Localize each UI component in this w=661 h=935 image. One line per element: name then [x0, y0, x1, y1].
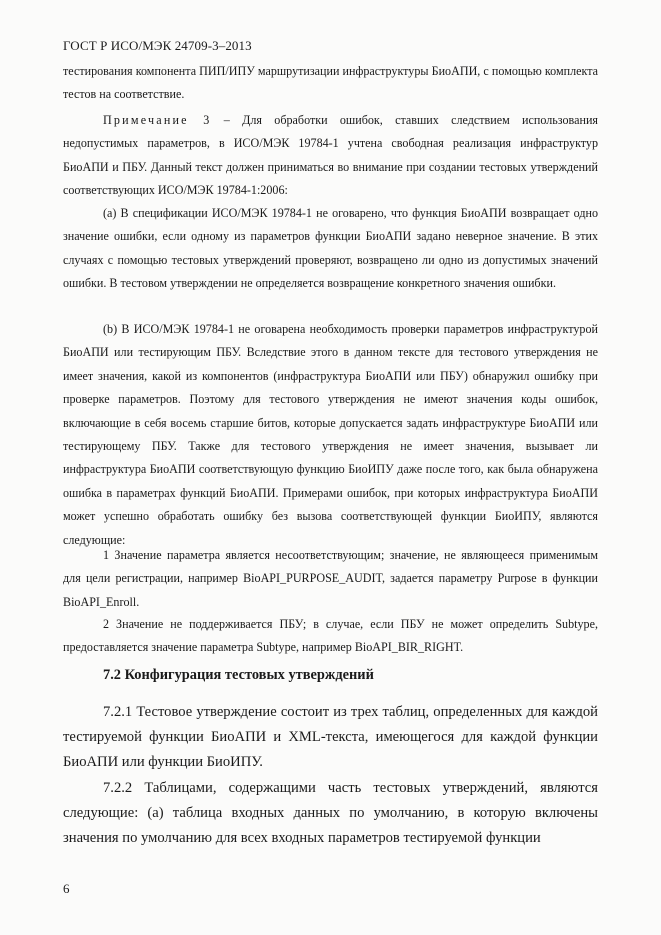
- page-number: 6: [63, 881, 70, 896]
- clause-7-2-1: 7.2.1 Тестовое утверждение состоит из трех таблиц, определенных для каждой тестируемой функции БиоАПИ и XML-текста, имеющегося для каждой функции БиоАПИ или функции БиоИПУ.: [63, 704, 598, 771]
- section-title: 7.2 Конфигурация тестовых утверждений: [103, 667, 374, 683]
- clause-7-2-2: 7.2.2 Таблицами, содержащими часть тестовых утверждений, являются следующие: (a) таблица входных данных по умолчанию, в которую включены значения по умолчанию для всех входных параметров тестируемой функции: [63, 779, 598, 847]
- section-body: [63, 700, 598, 851]
- note-3: [63, 109, 598, 203]
- example-2: [63, 613, 598, 660]
- note-paragraph: [63, 109, 598, 203]
- example-1: [63, 544, 598, 614]
- example-1-text: 1 Значение параметра является несоответствующим; значение, не являющееся применимым для цели регистрации, например BioAPI_PURPOSE_AUDIT, задается параметру Purpose в функции BioAPI_Enroll.: [63, 548, 598, 609]
- note-text: – Для обработки ошибок, ставших следствием использования недопустимых параметров, в ИСО/МЭК 19784-1 учтена свободная реализация инфраструктур БиоАПИ и ПБУ. Данный текст должен приниматься во внимание при создании тестовых утверждений соответствующих ИСО/МЭК 19784-1:2006:: [63, 113, 598, 198]
- example-2-text: 2 Значение не поддерживается ПБУ; в случае, если ПБУ не может определить Subtype, предоставляется значение параметра Subtype, например BioAPI_BIR_RIGHT.: [63, 617, 598, 655]
- item-b: [63, 318, 598, 552]
- paragraph-continuation: [63, 60, 598, 107]
- item-a: [63, 202, 598, 296]
- item-a-text: (a) В спецификации ИСО/МЭК 19784-1 не оговарено, что функция БиоАПИ возвращает одно значение ошибки, если одному из параметров функции БиоАПИ задано неверное значение. В этих случаях с помощью тестовых утверждений проверяют, возвращено ли одно из допустимых значений ошибки. В тестовом утверждении не определяется возвращение конкретного значения ошибки.: [63, 206, 598, 291]
- note-label: Примечание 3: [103, 113, 212, 127]
- item-b-text: (b) В ИСО/МЭК 19784-1 не оговарена необходимость проверки параметров инфраструктурой БиоАПИ или тестирующим ПБУ. Вследствие этого в данном тексте для тестового утверждения не имеет значения, какой из компонентов (инфраструктура БиоАПИ или ПБУ) обнаружил ошибку при проверке параметров. Поэтому для тестового утверждения не имеют значения коды ошибок, включающие в себя восемь старшие битов, которые допускается задать инфраструктуре БиоАПИ или тестирующему ПБУ. Также для тестового утверждения не имеет значения, вызывает ли инфраструктура БиоАПИ соответствующую функцию БиоИПУ даже после того, как была обнаружена ошибка в параметрах функций БиоАПИ. Примерами ошибок, при которых инфраструктура БиоАПИ может успешно обработать ошибку без вызова соответствующей функции БиоИПУ, являются следующие:: [63, 322, 598, 547]
- paragraph-text: тестирования компонента ПИП/ИПУ маршрутизации инфраструктуры БиоАПИ, с помощью комплекта тестов на соответствие.: [63, 64, 598, 102]
- document-header: ГОСТ Р ИСО/МЭК 24709-3–2013: [63, 38, 252, 53]
